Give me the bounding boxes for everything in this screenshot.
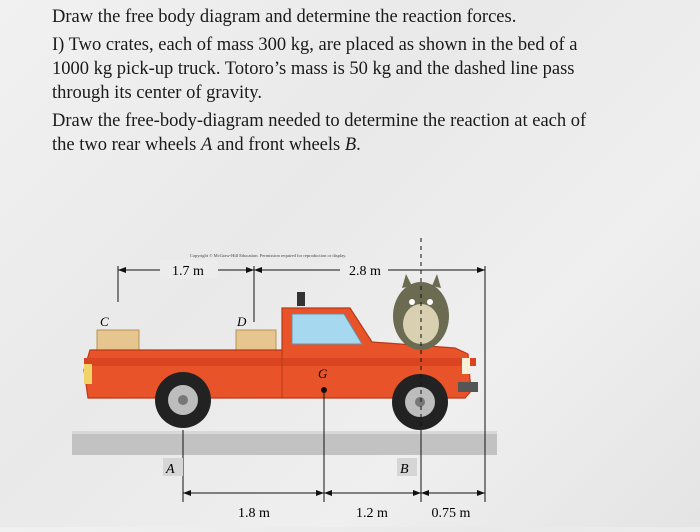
label-g: G bbox=[318, 366, 328, 381]
part-1-line-2: 1000 kg pick-up truck. Totoro’s mass is 50 kg and the dashed line pass bbox=[52, 59, 575, 79]
dimension-top-right: 2.8 m bbox=[349, 264, 381, 279]
part-1-text bbox=[52, 34, 692, 104]
problem-heading: Draw the free body diagram and determine the reaction forces. bbox=[52, 7, 517, 27]
ground bbox=[72, 433, 497, 455]
wheel-b-ref: B bbox=[344, 135, 357, 155]
truck-figure bbox=[0, 230, 700, 527]
problem-statement bbox=[52, 6, 692, 158]
headlight bbox=[462, 358, 470, 374]
label-d: D bbox=[237, 314, 247, 329]
dimension-bottom-1: 1.8 m bbox=[238, 506, 270, 521]
crate-c bbox=[97, 330, 139, 350]
dimension-bottom-2: 1.2 m bbox=[356, 506, 388, 521]
driver-head bbox=[297, 292, 305, 306]
crate-d bbox=[236, 330, 276, 350]
rear-light bbox=[84, 364, 92, 384]
wheel-a-ref: A bbox=[200, 135, 213, 155]
part-1-label: I) bbox=[52, 35, 65, 55]
part-1-line-1: Two crates, each of mass 300 kg, are placed as shown in the bed of a bbox=[68, 35, 578, 55]
task-text bbox=[52, 110, 692, 156]
truck-diagram bbox=[0, 230, 700, 527]
copyright-note: Copyright © McGraw-Hill Education. Permission required for reproduction or display. bbox=[189, 253, 347, 258]
part-1-line-3: through its center of gravity. bbox=[52, 83, 262, 103]
label-c: C bbox=[100, 314, 109, 329]
dimension-bottom-3: 0.75 m bbox=[431, 506, 471, 521]
task-line-1: Draw the free-body-diagram needed to determine the reaction at each of bbox=[52, 111, 587, 131]
dimension-top-left: 1.7 m bbox=[172, 264, 204, 279]
label-a: A bbox=[166, 462, 175, 477]
label-b: B bbox=[400, 462, 409, 477]
front-bumper bbox=[458, 382, 478, 392]
task-line-2: the two rear wheels A and front wheels B. bbox=[52, 135, 361, 155]
